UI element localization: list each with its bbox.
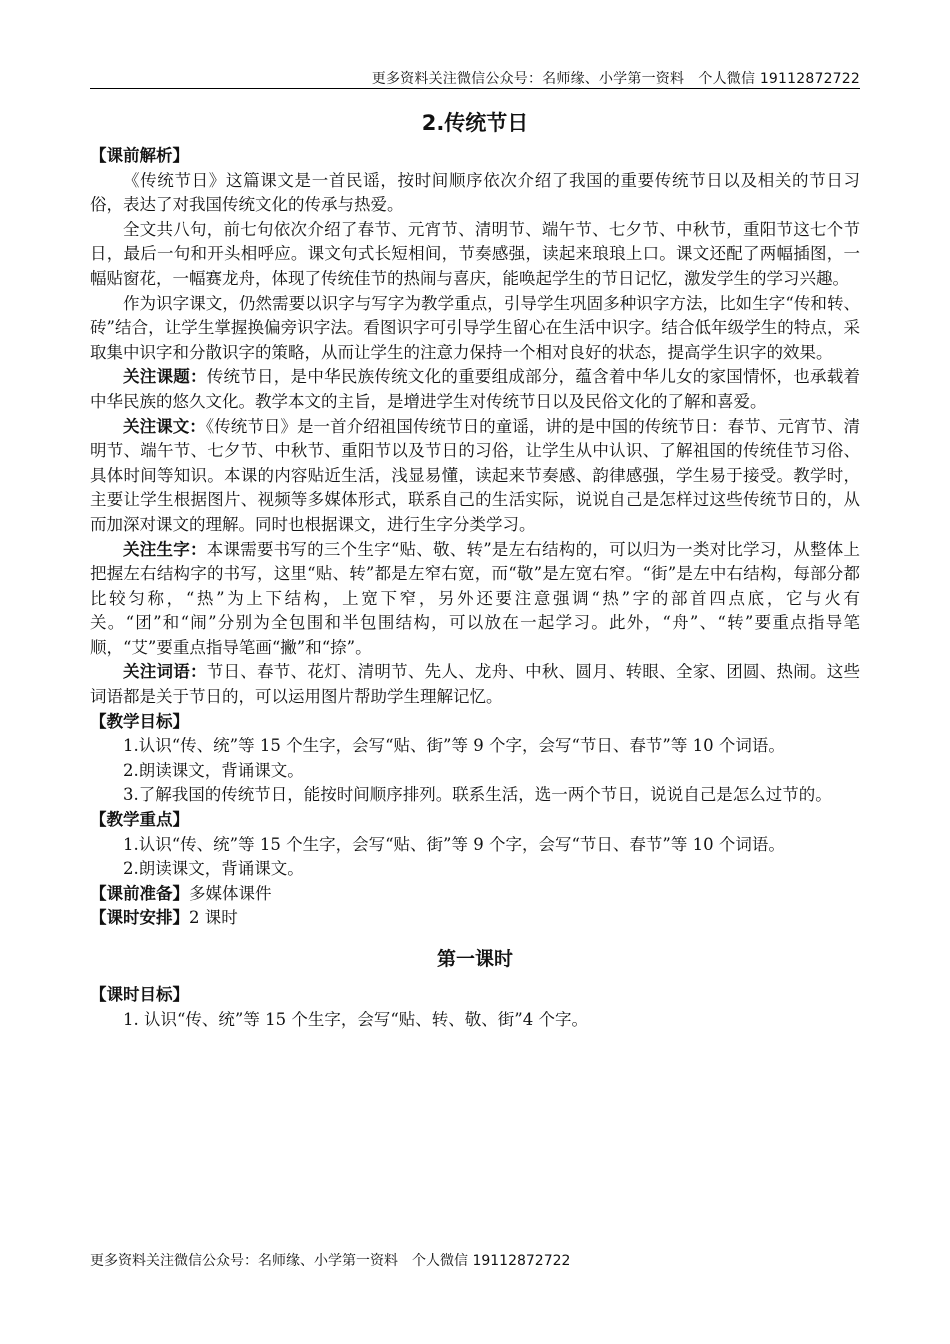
header-rule: [90, 88, 860, 89]
key-item: 2.朗读课文，背诵课文。: [123, 859, 304, 879]
label-topic: 关注课题：: [123, 367, 207, 387]
paragraph-intro: 《传统节日》这篇课文是一首民谣，按时间顺序依次介绍了我国的重要传统节日以及相关的节日习俗，表达了对我国传统文化的传承与热爱。: [90, 170, 860, 215]
document-body: [90, 108, 860, 1032]
text-topic: 传统节日，是中华民族传统文化的重要组成部分，蕴含着中华儿女的家国情怀，也承载着中华民族的悠久文化。教学本文的主旨，是增进学生对传统节日以及民俗文化的了解和喜爱。: [90, 367, 861, 411]
paragraph-structure: 全文共八句，前七句依次介绍了春节、元宵节、清明节、端午节、七夕节、中秋节，重阳节这七个节日，最后一句和开头相呼应。课文句式长短相间，节奏感强，读起来琅琅上口。课文还配了两幅插图，一幅贴窗花，一幅赛龙舟，体现了传统佳节的热闹与喜庆，能唤起学生的节日记忆，激发学生的学习兴趣。: [90, 219, 860, 288]
doc-title: 2.传统节日: [421, 111, 529, 135]
page-footer: 更多资料关注微信公众号：名师缘、小学第一资料 个人微信 19112872722: [90, 1253, 571, 1269]
paragraph-literacy: 作为识字课文，仍然需要以识字与写字为教学重点，引导学生巩固多种识字方法，比如生字“传和转、砖”结合，让学生掌握换偏旁识字法。看图识字可引导学生留心在生活中识字。结合低年级学生的特点，采取集中识字和分散识字的策略，从而让学生的注意力保持一个相对良好的状态，提高学生识字的效果。: [90, 293, 860, 362]
text-prep: 多媒体课件: [189, 883, 272, 903]
prep-line: [90, 882, 860, 907]
text-text: 《传统节日》是一首介绍祖国传统节日的童谣，讲的是中国的传统节日：春节、元宵节、清明节、端午节、七夕节、中秋节、重阳节以及节日的习俗，让学生从中认识、了解祖国的传统佳节习俗、具体时间等知识。本课的内容贴近生活，浅显易懂，读起来节奏感、韵律感强，学生易于接受。教学时，主要让学生根据图片、视频等多媒体形式，联系自己的生活实际，说说自己是怎样过这些传统节日的，从而加深对课文的理解。同时也根据课文，进行生字分类学习。: [90, 416, 860, 534]
section-heading-analysis: 【课前解析】: [90, 146, 189, 165]
label-prep: 【课前准备】: [90, 883, 189, 903]
section-heading-goals: 【教学目标】: [90, 711, 189, 731]
text-words: 节日、春节、花灯、清明节、先人、龙舟、中秋、圆月、转眼、全家、团圆、热闹。这些词语都是关于节日的，可以运用图片帮助学生理解记忆。: [90, 662, 861, 707]
label-words: 关注词语：: [123, 662, 207, 682]
key-item: 1.认识“传、统”等 15 个生字，会写“贴、街”等 9 个字，会写“节日、春节”等 10 个词语。: [123, 834, 785, 854]
lesson-goal-item: 1. 认识“传、统”等 15 个生字，会写“贴、转、敬、街”4 个字。: [123, 1009, 588, 1029]
label-text: 关注课文：: [123, 416, 206, 436]
paragraph-topic: [90, 365, 860, 414]
text-time: 2 课时: [189, 908, 238, 928]
label-time: 【课时安排】: [90, 908, 189, 928]
paragraph-characters: [90, 538, 860, 661]
goal-item: 1.认识“传、统”等 15 个生字，会写“贴、街”等 9 个字，会写“节日、春节”等 10 个词语。: [123, 736, 785, 756]
section-heading-lesson-goals: 【课时目标】: [90, 985, 189, 1004]
goal-item: 3.了解我国的传统节日，能按时间顺序排列。联系生活，选一两个节日，说说自己是怎么过节的。: [123, 785, 832, 805]
goal-item: 2.朗读课文，背诵课文。: [123, 760, 304, 780]
paragraph-text: [90, 415, 860, 538]
page-header: 更多资料关注微信公众号：名师缘、小学第一资料 个人微信 19112872722: [371, 71, 860, 87]
text-characters: 本课需要书写的三个生字“贴、敬、转”是左右结构的，可以归为一类对比学习，从整体上把握左右结构字的书写，这里“贴、转”都是左窄右宽，而“敬”是左宽右窄。“街”是左中右结构，每部分都比较匀称，“热”为上下结构，上宽下窄，另外还要注意强调“热”字的部首四点底，它与火有关。“团”和“闹”分别为全包围和半包围结构，可以放在一起学习。此外，“舟”、“转”要重点指导笔顺，“艾”要重点指导笔画“撇”和“捺”。: [90, 539, 861, 657]
lesson-title: 第一课时: [436, 948, 513, 970]
paragraph-words: [90, 660, 860, 709]
time-line: [90, 906, 860, 931]
section-heading-key-points: 【教学重点】: [90, 810, 189, 830]
label-characters: 关注生字：: [123, 539, 207, 559]
